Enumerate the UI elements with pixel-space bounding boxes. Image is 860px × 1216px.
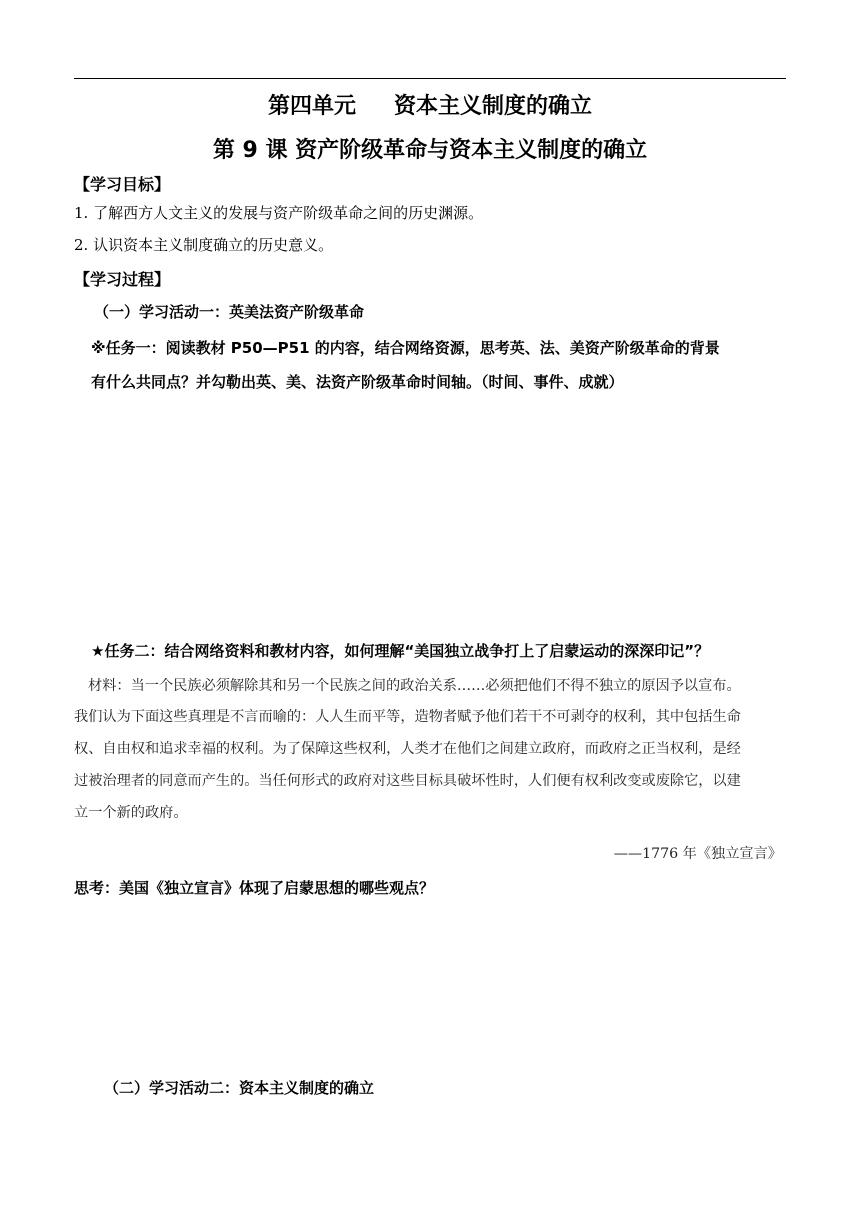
activity-1-heading: （一）学习活动一：英美法资产阶级革命 bbox=[94, 303, 365, 321]
unit-name: 资本主义制度的确立 bbox=[394, 94, 593, 119]
unit-title bbox=[0, 89, 860, 120]
unit-number: 第四单元 bbox=[267, 94, 356, 119]
think-question: 思考：美国《独立宣言》体现了启蒙思想的哪些观点？ bbox=[74, 879, 435, 897]
material-line-3: 权、自由权和追求幸福的权利。为了保障这些权利，人类才在他们之间建立政府，而政府之正当权利，是经 bbox=[74, 741, 741, 757]
material-line-5: 立一个新的政府。 bbox=[74, 805, 188, 821]
task-1-line-2: 有什么共同点？并勾勒出英、美、法资产阶级革命时间轴。（时间、事件、成就） bbox=[91, 373, 624, 391]
goals-heading: 【学习目标】 bbox=[74, 175, 171, 194]
material-line-2: 我们认为下面这些真理是不言而喻的：人人生而平等，造物者赋予他们若干不可剥夺的权利，其中包括生命 bbox=[74, 709, 741, 725]
activity-2-heading: （二）学习活动二：资本主义制度的确立 bbox=[104, 1079, 375, 1097]
goal-item-1: 1. 了解西方人文主义的发展与资产阶级革命之间的历史渊源。 bbox=[74, 204, 484, 222]
material-source: ——1776 年《独立宣言》 bbox=[613, 846, 782, 862]
process-heading: 【学习过程】 bbox=[74, 270, 171, 289]
task-2-prompt: ★任务二：结合网络资料和教材内容，如何理解“美国独立战争打上了启蒙运动的深深印记”？ bbox=[91, 642, 710, 660]
material-line-1: 材料：当一个民族必须解除其和另一个民族之间的政治关系……必须把他们不得不独立的原因予以宣布。 bbox=[88, 678, 741, 694]
material-line-4: 过被治理者的同意而产生的。当任何形式的政府对这些目标具破坏性时，人们便有权利改变或废除它，以建 bbox=[74, 773, 741, 789]
task-1-line-1: ※任务一：阅读教材 P50—P51 的内容，结合网络资源，思考英、法、美资产阶级革命的背景 bbox=[91, 339, 720, 357]
header-rule bbox=[74, 78, 786, 79]
goal-item-2: 2. 认识资本主义制度确立的历史意义。 bbox=[74, 236, 334, 254]
lesson-title: 第 9 课 资产阶级革命与资本主义制度的确立 bbox=[212, 138, 648, 163]
